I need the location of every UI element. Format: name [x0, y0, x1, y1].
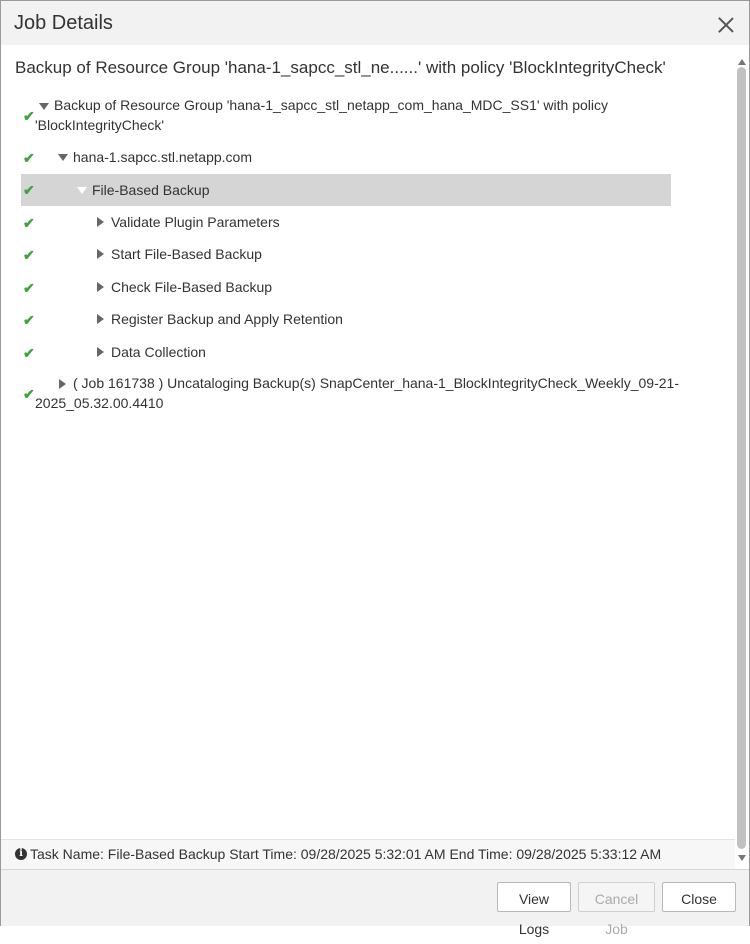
tree-node-resource-group[interactable] [21, 97, 671, 137]
cancel-job-button[interactable]: Cancel Job [578, 882, 655, 912]
tree-node-label-continued: 'BlockIntegrityCheck' [35, 117, 165, 133]
expand-icon[interactable] [97, 314, 104, 324]
check-icon: ✔ [23, 386, 35, 402]
check-icon: ✔ [23, 345, 35, 361]
tree-node-label: Register Backup and Apply Retention [111, 311, 343, 327]
check-icon: ✔ [23, 150, 35, 166]
tree-node-label: Data Collection [111, 344, 206, 360]
tree-node-label: Start File-Based Backup [111, 246, 262, 262]
tree-node-task[interactable] [21, 213, 671, 233]
check-icon: ✔ [23, 182, 35, 198]
view-logs-button[interactable]: View Logs [497, 882, 571, 912]
job-subtitle: Backup of Resource Group 'hana-1_sapcc_stl_ne......' with policy 'BlockIntegrityCheck' [15, 58, 666, 77]
scroll-down-arrow-icon[interactable] [738, 855, 746, 861]
tree-node-label: ( Job 161738 ) Uncataloging Backup(s) SnapCenter_hana-1_BlockIntegrityCheck_Weekly_09-21- [73, 375, 679, 391]
tree-node-label: File-Based Backup [92, 182, 210, 198]
tree-node-label: Check File-Based Backup [111, 279, 273, 295]
tree-node-job[interactable] [21, 375, 679, 415]
expand-icon[interactable] [97, 249, 104, 259]
expand-icon[interactable] [59, 379, 66, 389]
tree-node-label-continued: 2025_05.32.00.4410 [35, 395, 164, 411]
dialog-footer [1, 869, 749, 937]
expand-collapse-icon[interactable] [39, 103, 49, 110]
expand-collapse-icon[interactable] [77, 187, 87, 194]
expand-icon[interactable] [97, 282, 104, 292]
close-icon[interactable] [715, 14, 737, 36]
task-info-bar [1, 839, 735, 870]
tree-node-task[interactable] [21, 343, 671, 363]
tree-node-task[interactable] [21, 310, 671, 330]
vertical-scrollbar[interactable] [735, 59, 748, 865]
tree-node-label: hana-1.sapcc.stl.netapp.com [73, 149, 252, 165]
check-icon: ✔ [23, 108, 35, 124]
scroll-thumb[interactable] [737, 67, 746, 849]
check-icon: ✔ [23, 280, 35, 296]
task-info-text: Task Name: File-Based Backup Start Time: 09/28/2025 5:32:01 AM End Time: 09/28/2025 5:33:12 AM [30, 846, 662, 862]
expand-icon[interactable] [97, 217, 104, 227]
tree-node-file-based-backup[interactable] [21, 174, 671, 206]
tree-node-label: Backup of Resource Group 'hana-1_sapcc_stl_netapp_com_hana_MDC_SS1' with policy [54, 97, 608, 113]
expand-collapse-icon[interactable] [58, 154, 68, 161]
tree-node-host[interactable] [21, 148, 671, 168]
info-icon: i [15, 848, 27, 860]
tree-node-task[interactable] [21, 245, 671, 265]
scroll-up-arrow-icon[interactable] [738, 59, 746, 65]
tree-node-task[interactable] [21, 278, 671, 298]
expand-icon[interactable] [97, 347, 104, 357]
dialog-titlebar [1, 1, 749, 45]
check-icon: ✔ [23, 312, 35, 328]
check-icon: ✔ [23, 215, 35, 231]
check-icon: ✔ [23, 247, 35, 263]
close-button[interactable]: Close [662, 882, 736, 912]
dialog-title: Job Details [14, 12, 113, 34]
tree-node-label: Validate Plugin Parameters [111, 214, 280, 230]
